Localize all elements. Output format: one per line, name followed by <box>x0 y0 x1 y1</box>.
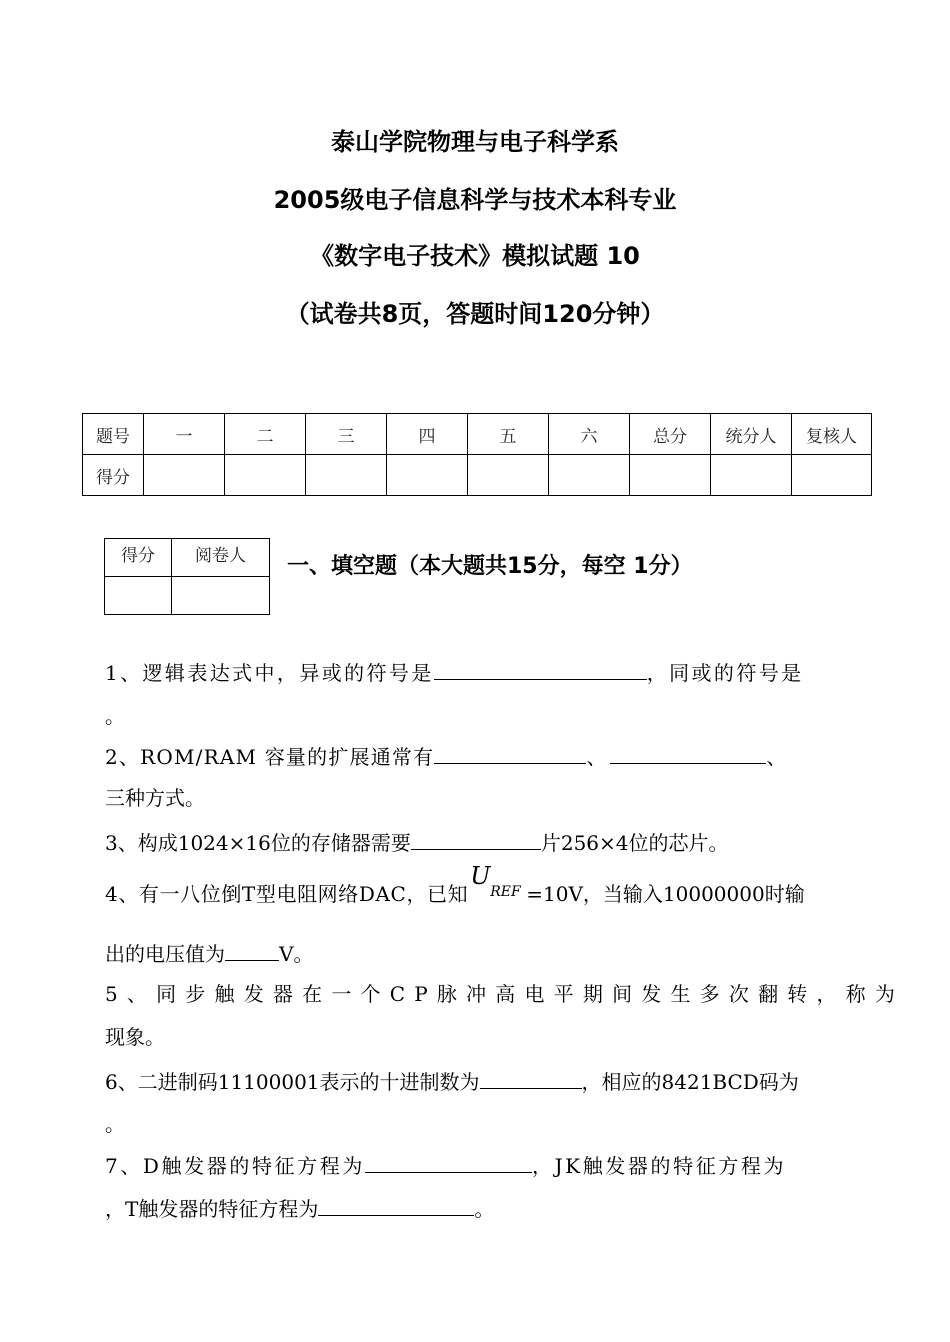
question-4-cont <box>105 938 847 967</box>
program-title: 2005级电子信息科学与技术本科专业 <box>273 186 677 214</box>
score-input-cell[interactable] <box>468 455 549 496</box>
q5-text-b: 现象。 <box>105 1025 165 1049</box>
q1-text-a: 1、逻辑表达式中，异或的符号是 <box>105 661 434 685</box>
score-table-row <box>83 455 872 496</box>
q5-text-a: 5、同步触发器在一个CP脉冲高电平期间发生多次翻转，称为 <box>105 982 905 1006</box>
score-input-cell[interactable] <box>225 455 306 496</box>
grader-score-label: 得分 <box>105 539 172 577</box>
q1-text-c: 。 <box>105 704 125 728</box>
score-input-cell[interactable] <box>792 455 872 496</box>
question-6 <box>105 1066 847 1095</box>
q2-text-b: 、 <box>586 745 607 769</box>
question-1-cont <box>105 703 847 729</box>
score-header-cell: 复核人 <box>792 414 872 455</box>
school-title: 泰山学院物理与电子科学系 <box>331 128 619 156</box>
q2-blank-1[interactable] <box>434 741 586 764</box>
q2-blank-2[interactable] <box>610 741 766 764</box>
question-4 <box>105 862 847 907</box>
score-header-cell: 二 <box>225 414 306 455</box>
uref-symbol <box>468 862 526 901</box>
score-input-cell[interactable] <box>711 455 792 496</box>
question-1 <box>105 657 847 686</box>
q1-blank-1[interactable] <box>434 657 647 680</box>
q7-text-d: 。 <box>474 1197 495 1221</box>
q3-blank-1[interactable] <box>411 827 541 850</box>
score-header-cell: 一 <box>144 414 225 455</box>
score-table-header-row <box>83 414 872 455</box>
score-input-cell[interactable] <box>387 455 468 496</box>
grader-table <box>104 538 270 615</box>
question-2 <box>105 741 847 770</box>
q7-text-b: ，JK触发器的特征方程为 <box>531 1154 787 1178</box>
q6-blank-1[interactable] <box>480 1066 582 1089</box>
grader-name-label: 阅卷人 <box>172 539 270 577</box>
q3-text-a: 3、构成1024×16位的存储器需要 <box>105 831 411 855</box>
q4-text-b: =10V，当输入10000000时输 <box>526 882 805 906</box>
grader-name-cell[interactable] <box>172 577 270 615</box>
q2-text-c: 、 <box>766 745 787 769</box>
q4-text-a: 4、有一八位倒T型电阻网络DAC，已知 <box>105 882 469 906</box>
grader-score-cell[interactable] <box>105 577 172 615</box>
score-header-cell: 三 <box>306 414 387 455</box>
score-input-cell[interactable] <box>144 455 225 496</box>
question-7-cont <box>105 1193 847 1222</box>
score-table <box>82 413 872 496</box>
score-header-cell: 五 <box>468 414 549 455</box>
score-header-cell: 总分 <box>630 414 711 455</box>
q1-text-b: ，同或的符号是 <box>646 661 804 685</box>
score-header-cell: 统分人 <box>711 414 792 455</box>
uref-subscript: REF <box>490 884 521 900</box>
question-7 <box>105 1150 847 1179</box>
q3-text-b: 片256×4位的芯片。 <box>540 831 729 855</box>
q6-text-a: 6、二进制码11100001表示的十进制数为 <box>105 1070 480 1094</box>
question-5 <box>105 981 905 1007</box>
section-heading: 一、填空题（本大题共15分，每空 1分） <box>287 554 693 579</box>
exam-info: （试卷共8页，答题时间120分钟） <box>285 300 665 328</box>
score-header-cell: 题号 <box>83 414 144 455</box>
q7-blank-2[interactable] <box>318 1193 474 1216</box>
q4-blank-1[interactable] <box>225 938 279 961</box>
q6-text-c: 。 <box>105 1112 125 1136</box>
question-6-cont <box>105 1111 847 1137</box>
exam-title: 《数字电子技术》模拟试题 10 <box>310 242 640 270</box>
q4-text-d: V。 <box>279 942 314 966</box>
score-row-label: 得分 <box>83 455 144 496</box>
question-2-cont <box>105 785 847 811</box>
q7-blank-1[interactable] <box>365 1150 532 1173</box>
q2-text-d: 三种方式。 <box>105 786 205 810</box>
score-header-cell: 四 <box>387 414 468 455</box>
score-input-cell[interactable] <box>549 455 630 496</box>
question-5-cont <box>105 1024 847 1050</box>
score-input-cell[interactable] <box>630 455 711 496</box>
question-3 <box>105 827 847 856</box>
uref-u: U <box>470 862 491 890</box>
q7-text-a: 7、D触发器的特征方程为 <box>105 1154 365 1178</box>
score-header-cell: 六 <box>549 414 630 455</box>
score-input-cell[interactable] <box>306 455 387 496</box>
q4-text-c: 出的电压值为 <box>105 942 225 966</box>
q6-text-b: ，相应的8421BCD码为 <box>581 1070 799 1094</box>
q2-text-a: 2、ROM/RAM 容量的扩展通常有 <box>105 745 435 769</box>
q7-text-c: ，T触发器的特征方程为 <box>105 1197 319 1221</box>
